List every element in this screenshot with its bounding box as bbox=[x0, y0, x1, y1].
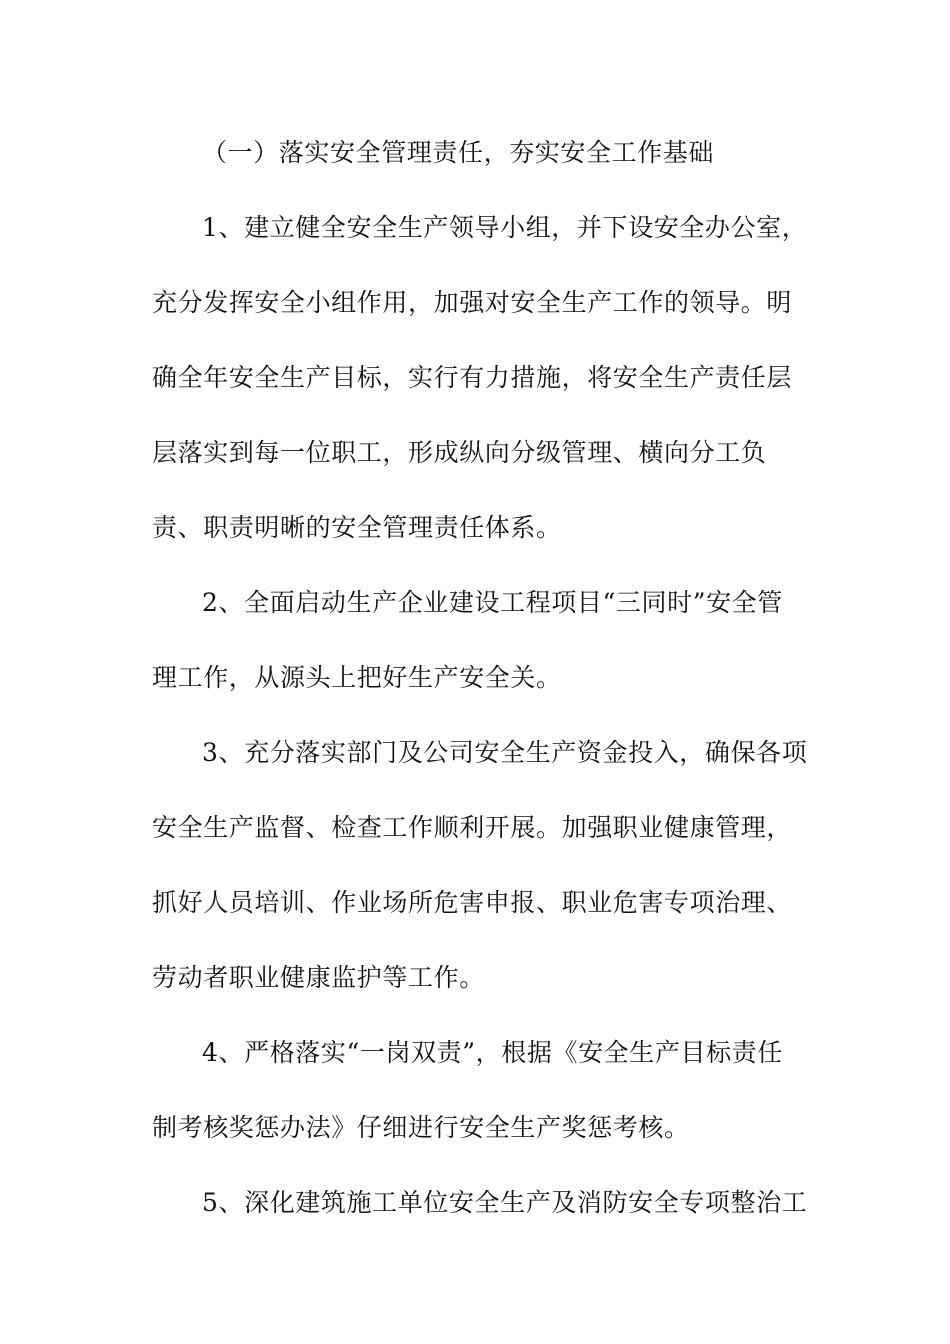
section-heading: （一）落实安全管理责任，夯实安全工作基础 bbox=[202, 138, 715, 167]
paragraph-line: 4、严格落实“一岗双责”，根据《安全生产目标责任 bbox=[202, 1038, 783, 1067]
paragraph-line: 确全年安全生产目标，实行有力措施，将安全生产责任层 bbox=[152, 363, 793, 392]
paragraph-line: 理工作，从源头上把好生产安全关。 bbox=[152, 663, 562, 692]
paragraph-line: 充分发挥安全小组作用，加强对安全生产工作的领导。明 bbox=[152, 288, 793, 317]
paragraph-line: 安全生产监督、检查工作顺利开展。加强职业健康管理， bbox=[152, 813, 793, 842]
paragraph-line: 抓好人员培训、作业场所危害申报、职业危害专项治理、 bbox=[152, 888, 793, 917]
paragraph-line: 层落实到每一位职工，形成纵向分级管理、横向分工负 bbox=[152, 438, 767, 467]
paragraph-line: 5、深化建筑施工单位安全生产及消防安全专项整治工 bbox=[202, 1188, 808, 1217]
paragraph-line: 劳动者职业健康监护等工作。 bbox=[152, 963, 485, 992]
paragraph-line: 1、建立健全安全生产领导小组，并下设安全办公室， bbox=[202, 213, 808, 242]
paragraph-line: 3、充分落实部门及公司安全生产资金投入，确保各项 bbox=[202, 738, 808, 767]
paragraph-line: 责、职责明晰的安全管理责任体系。 bbox=[152, 513, 562, 542]
paragraph-line: 制考核奖惩办法》仔细进行安全生产奖惩考核。 bbox=[152, 1113, 690, 1142]
paragraph-line: 2、全面启动生产企业建设工程项目“三同时”安全管 bbox=[202, 588, 783, 617]
